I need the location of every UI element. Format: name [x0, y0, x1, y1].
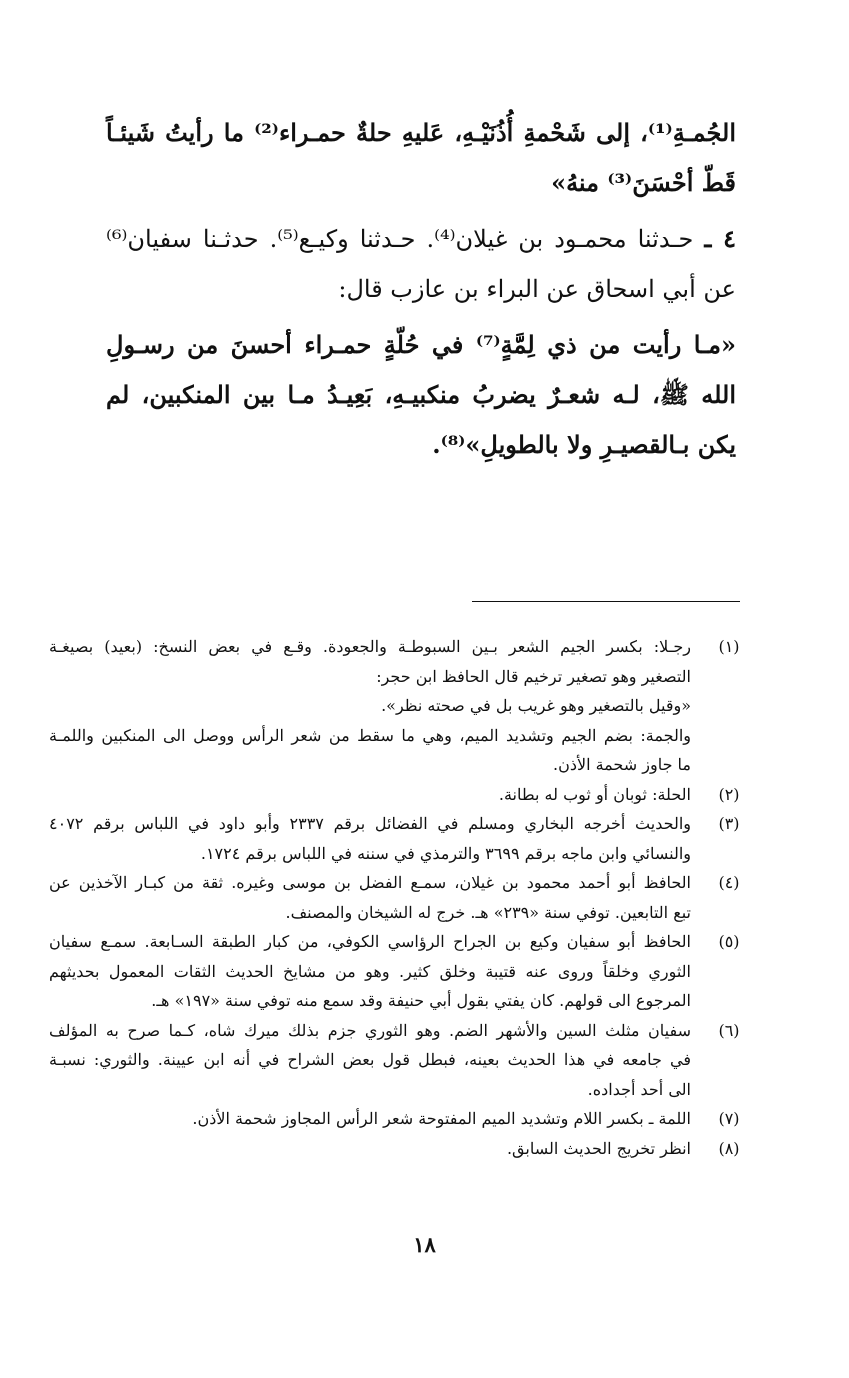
page-number: ١٨ [413, 1232, 436, 1257]
footnote-line: في جامعه في هذا الحديث بعينه، فبطل قول بعض الشراح في أنه ابن عيينة. والثوري: نسبـة [49, 1050, 692, 1069]
footnote-number: (١) [718, 637, 740, 656]
hadith-chain-of-narration [106, 214, 736, 314]
hadith-text: «مـا رأيت من ذي لِمَّةٍ⁽⁷⁾ في حُلّةٍ حمـراء أحسنَ من رسـولِ الله ﷺ، لـه شعـرٌ يضربُ منكبيـهِ، بَعِيـدُ مـا بين المنكبين، لم يكن بـالقصيـرِ ولا بالطويلِ»⁽⁸⁾. [106, 330, 736, 459]
footnote-number: (٣) [718, 814, 740, 833]
footnote-line: ما جاوز شحمة الأذن. [552, 755, 691, 774]
footnote-line: «وقيل بالتصغير وهو غريب بل في صحته نظر». [381, 696, 691, 715]
footnote-line: المرجوع الى قولهم. كان يفتي بقول أبي حنيفة وقد سمع منه توفي سنة «١٩٧» هـ. [151, 991, 691, 1010]
footnote-number: (٤) [718, 873, 740, 892]
footnote-line: الحافظ أبو أحمد محمود بن غيلان، سمـع الفضل بن موسى وغيره. ثقة من كبـار الآخذين عن [49, 873, 691, 892]
footnote [49, 927, 749, 1016]
isnad-text: حـدثنا محمـود بن غيلان⁽⁴⁾. حـدثنا وكيـع⁽⁵⁾. حدثـنا سفيان⁽⁶⁾ عن أبي اسحاق عن البراء بن عازب قال: [106, 225, 736, 303]
footnote-line: سفيان مثلث السين والأشهر الضم. وهو الثوري جزم بذلك ميرك شاه، كـما صرح به المؤلف [49, 1020, 691, 1040]
footnote-line: الثوري وخلقاً وروى عنه قتيبة وخلق كثير. وهو من مشايخ الحديث الثقات المعمول بحديثهم [49, 961, 691, 981]
footnote-line: التصغير وهو تصغير ترخيم قال الحافظ ابن حجر: [376, 666, 691, 686]
footnote [49, 780, 749, 810]
footnotes [49, 632, 749, 1163]
footnote-number: (٢) [718, 784, 740, 804]
footnote-line: الحافظ أبو سفيان وكيع بن الجراح الرؤاسي الكوفي، من كبار الطبقة السـابعة. سمـع سفيان [49, 932, 691, 951]
footnote-line: والنسائي وابن ماجه برقم ٣٦٩٩ والترمذي في سننه في اللباس برقم ١٧٢٤. [200, 843, 691, 863]
hadith-text-continuation: الجُمـةِ⁽¹⁾، إلى شَحْمةِ أُذُنَيْـهِ، عَليهِ حلةٌ حمـراء⁽²⁾ ما رأيتُ شَيئـاً قَطّ أحْسَنَ⁽³⁾ منهُ» [106, 118, 737, 197]
footnote-line: تبع التابعين. توفي سنة «٢٣٩» هـ. خرج له الشيخان والمصنف. [285, 902, 691, 922]
footnote-line: اللمة ـ بكسر اللام وتشديد الميم المفتوحة شعر الرأس المجاوز شحمة الأذن. [192, 1109, 691, 1128]
footnote-line: انظر تخريج الحديث السابق. [506, 1138, 691, 1158]
footnote-line: والجمة: بضم الجيم وتشديد الميم، وهي ما سقط من شعر الرأس ووصل الى المنكبين واللمـة [49, 725, 691, 745]
footnote [49, 868, 749, 927]
footnote-line: الحلة: ثوبان أو ثوب له بطانة. [498, 784, 691, 804]
footnote [49, 1016, 749, 1105]
footnote-line: الى أحد أجداده. [587, 1079, 691, 1099]
hadith-number: ٤ ـ [704, 224, 736, 253]
footnote [49, 1134, 749, 1164]
footnote-number: (٧) [718, 1109, 740, 1128]
footnote-line: رجـلا: بكسر الجيم الشعر بـين السبوطـة والجعودة. وقـع في بعض النسخ: (بعيد) بصيغـة [49, 637, 691, 656]
footnote-number: (٨) [718, 1138, 740, 1158]
footnote-line: والحديث أخرجه البخاري ومسلم في الفضائل برقم ٢٣٣٧ وأبو داود في اللباس برقم ٤٠٧٢ [49, 814, 691, 833]
footnote-number: (٥) [718, 932, 740, 951]
footnote [49, 809, 749, 868]
footnote-separator [472, 601, 740, 602]
footnote-number: (٦) [718, 1020, 740, 1040]
footnote [49, 1104, 749, 1134]
footnote [49, 632, 749, 780]
